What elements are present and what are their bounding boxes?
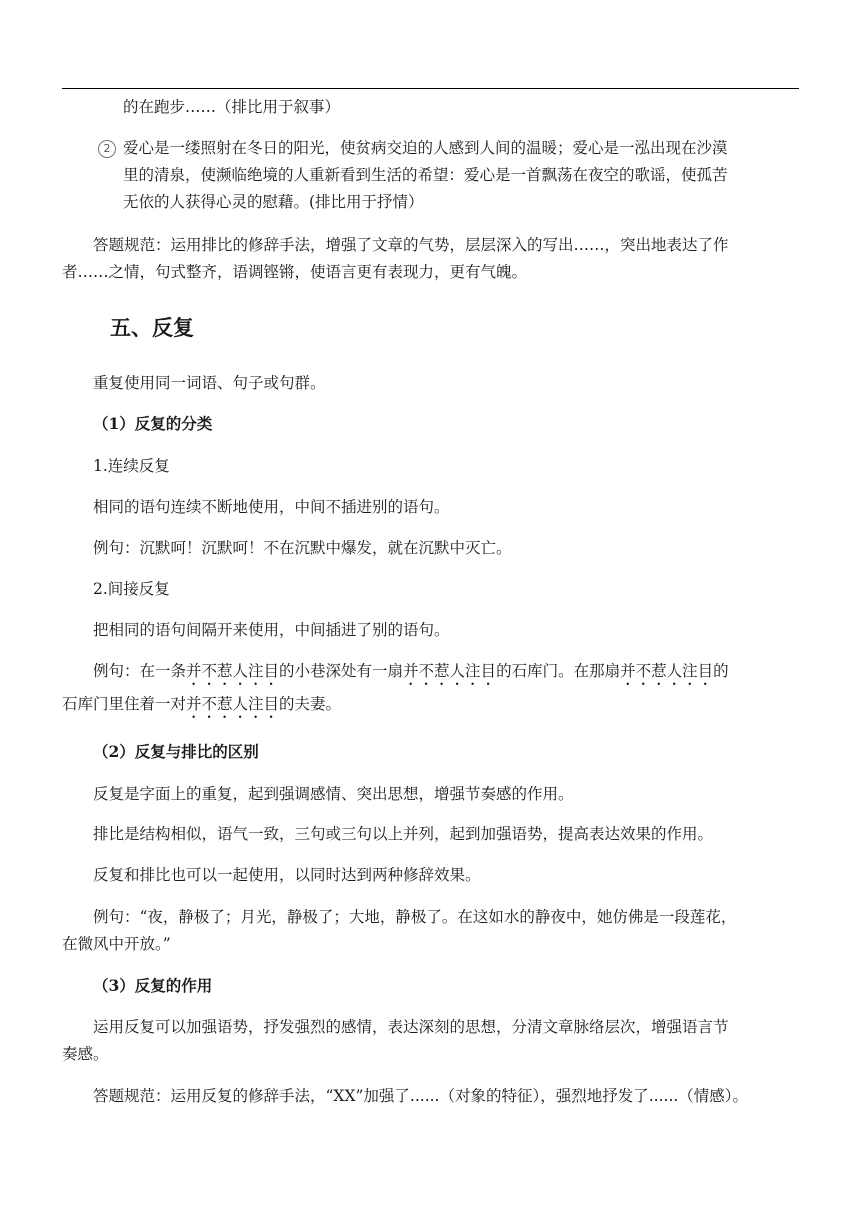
text-line: 无依的人获得心灵的慰藉。(排比用于抒情）	[123, 193, 424, 211]
emphasis-run: 并不惹人注目	[620, 662, 714, 680]
text-line: 重复使用同一词语、句子或句群。	[93, 374, 326, 392]
emphasis-run: 并不惹人注目	[186, 662, 280, 680]
text-line: 爱心是一缕照射在冬日的阳光，使贫病交迫的人感到人间的温暖；爱心是一泓出现在沙漠	[123, 139, 728, 157]
text-line: 在微风中开放。”	[62, 935, 171, 953]
section-heading: 五、反复	[110, 315, 194, 340]
text-line: 例句：沉默呵！沉默呵！不在沉默中爆发，就在沉默中灭亡。	[93, 539, 512, 557]
text-line: 2.间接反复	[93, 580, 170, 598]
text-line: 运用反复可以加强语势，抒发强烈的感情，表达深刻的思想，分清文章脉络层次，增强语言节	[93, 1018, 729, 1036]
header-rule	[62, 88, 799, 89]
text-line: 里的清泉，使濒临绝境的人重新看到生活的希望：爱心是一首飘荡在夜空的歌谣，使孤苦	[123, 166, 728, 184]
text-line: 奏感。	[62, 1045, 109, 1063]
text-run: 的石库门。在那扇	[496, 662, 621, 680]
text-line	[62, 693, 341, 722]
text-line: 者……之情，句式整齐，语调铿锵，使语言更有表现力，更有气魄。	[62, 263, 528, 281]
text-line: 相同的语句连续不断地使用，中间不插进别的语句。	[93, 498, 450, 516]
subheading: （3）反复的作用	[93, 976, 213, 995]
text-line: 反复和排比也可以一起使用，以同时达到两种修辞效果。	[93, 866, 481, 884]
text-run: 的	[713, 662, 729, 680]
text-run: 的夫妻。	[279, 695, 342, 713]
text-line: 答题规范：运用排比的修辞手法，增强了文章的气势，层层深入的写出……，突出地表达了作	[93, 236, 729, 254]
emphasis-run: 并不惹人注目	[403, 662, 497, 680]
text-line: 答题规范：运用反复的修辞手法，“XX”加强了......（对象的特征），强烈地抒发了......（情感）。	[93, 1087, 749, 1105]
text-line: 把相同的语句间隔开来使用，中间插进了别的语句。	[93, 621, 450, 639]
subheading: （2）反复与排比的区别	[93, 742, 259, 761]
text-line: 1.连续反复	[93, 457, 170, 475]
subheading: （1）反复的分类	[93, 414, 213, 433]
text-line: 的在跑步……（排比用于叙事）	[123, 98, 341, 116]
emphasis-run: 并不惹人注目	[186, 695, 280, 713]
text-line: 例句：“夜，静极了；月光，静极了；大地，静极了。在这如水的静夜中，她仿佛是一段莲花，	[93, 908, 737, 926]
text-line: 排比是结构相似，语气一致，三句或三句以上并列，起到加强语势，提高表达效果的作用。	[93, 825, 714, 843]
list-marker-2: 2	[98, 140, 116, 158]
text-run: 石库门里住着一对	[62, 695, 187, 713]
text-run: 的小巷深处有一扇	[279, 662, 404, 680]
text-line	[93, 660, 729, 689]
text-run: 例句：在一条	[93, 662, 187, 680]
text-line: 反复是字面上的重复，起到强调感情、突出思想，增强节奏感的作用。	[93, 785, 574, 803]
